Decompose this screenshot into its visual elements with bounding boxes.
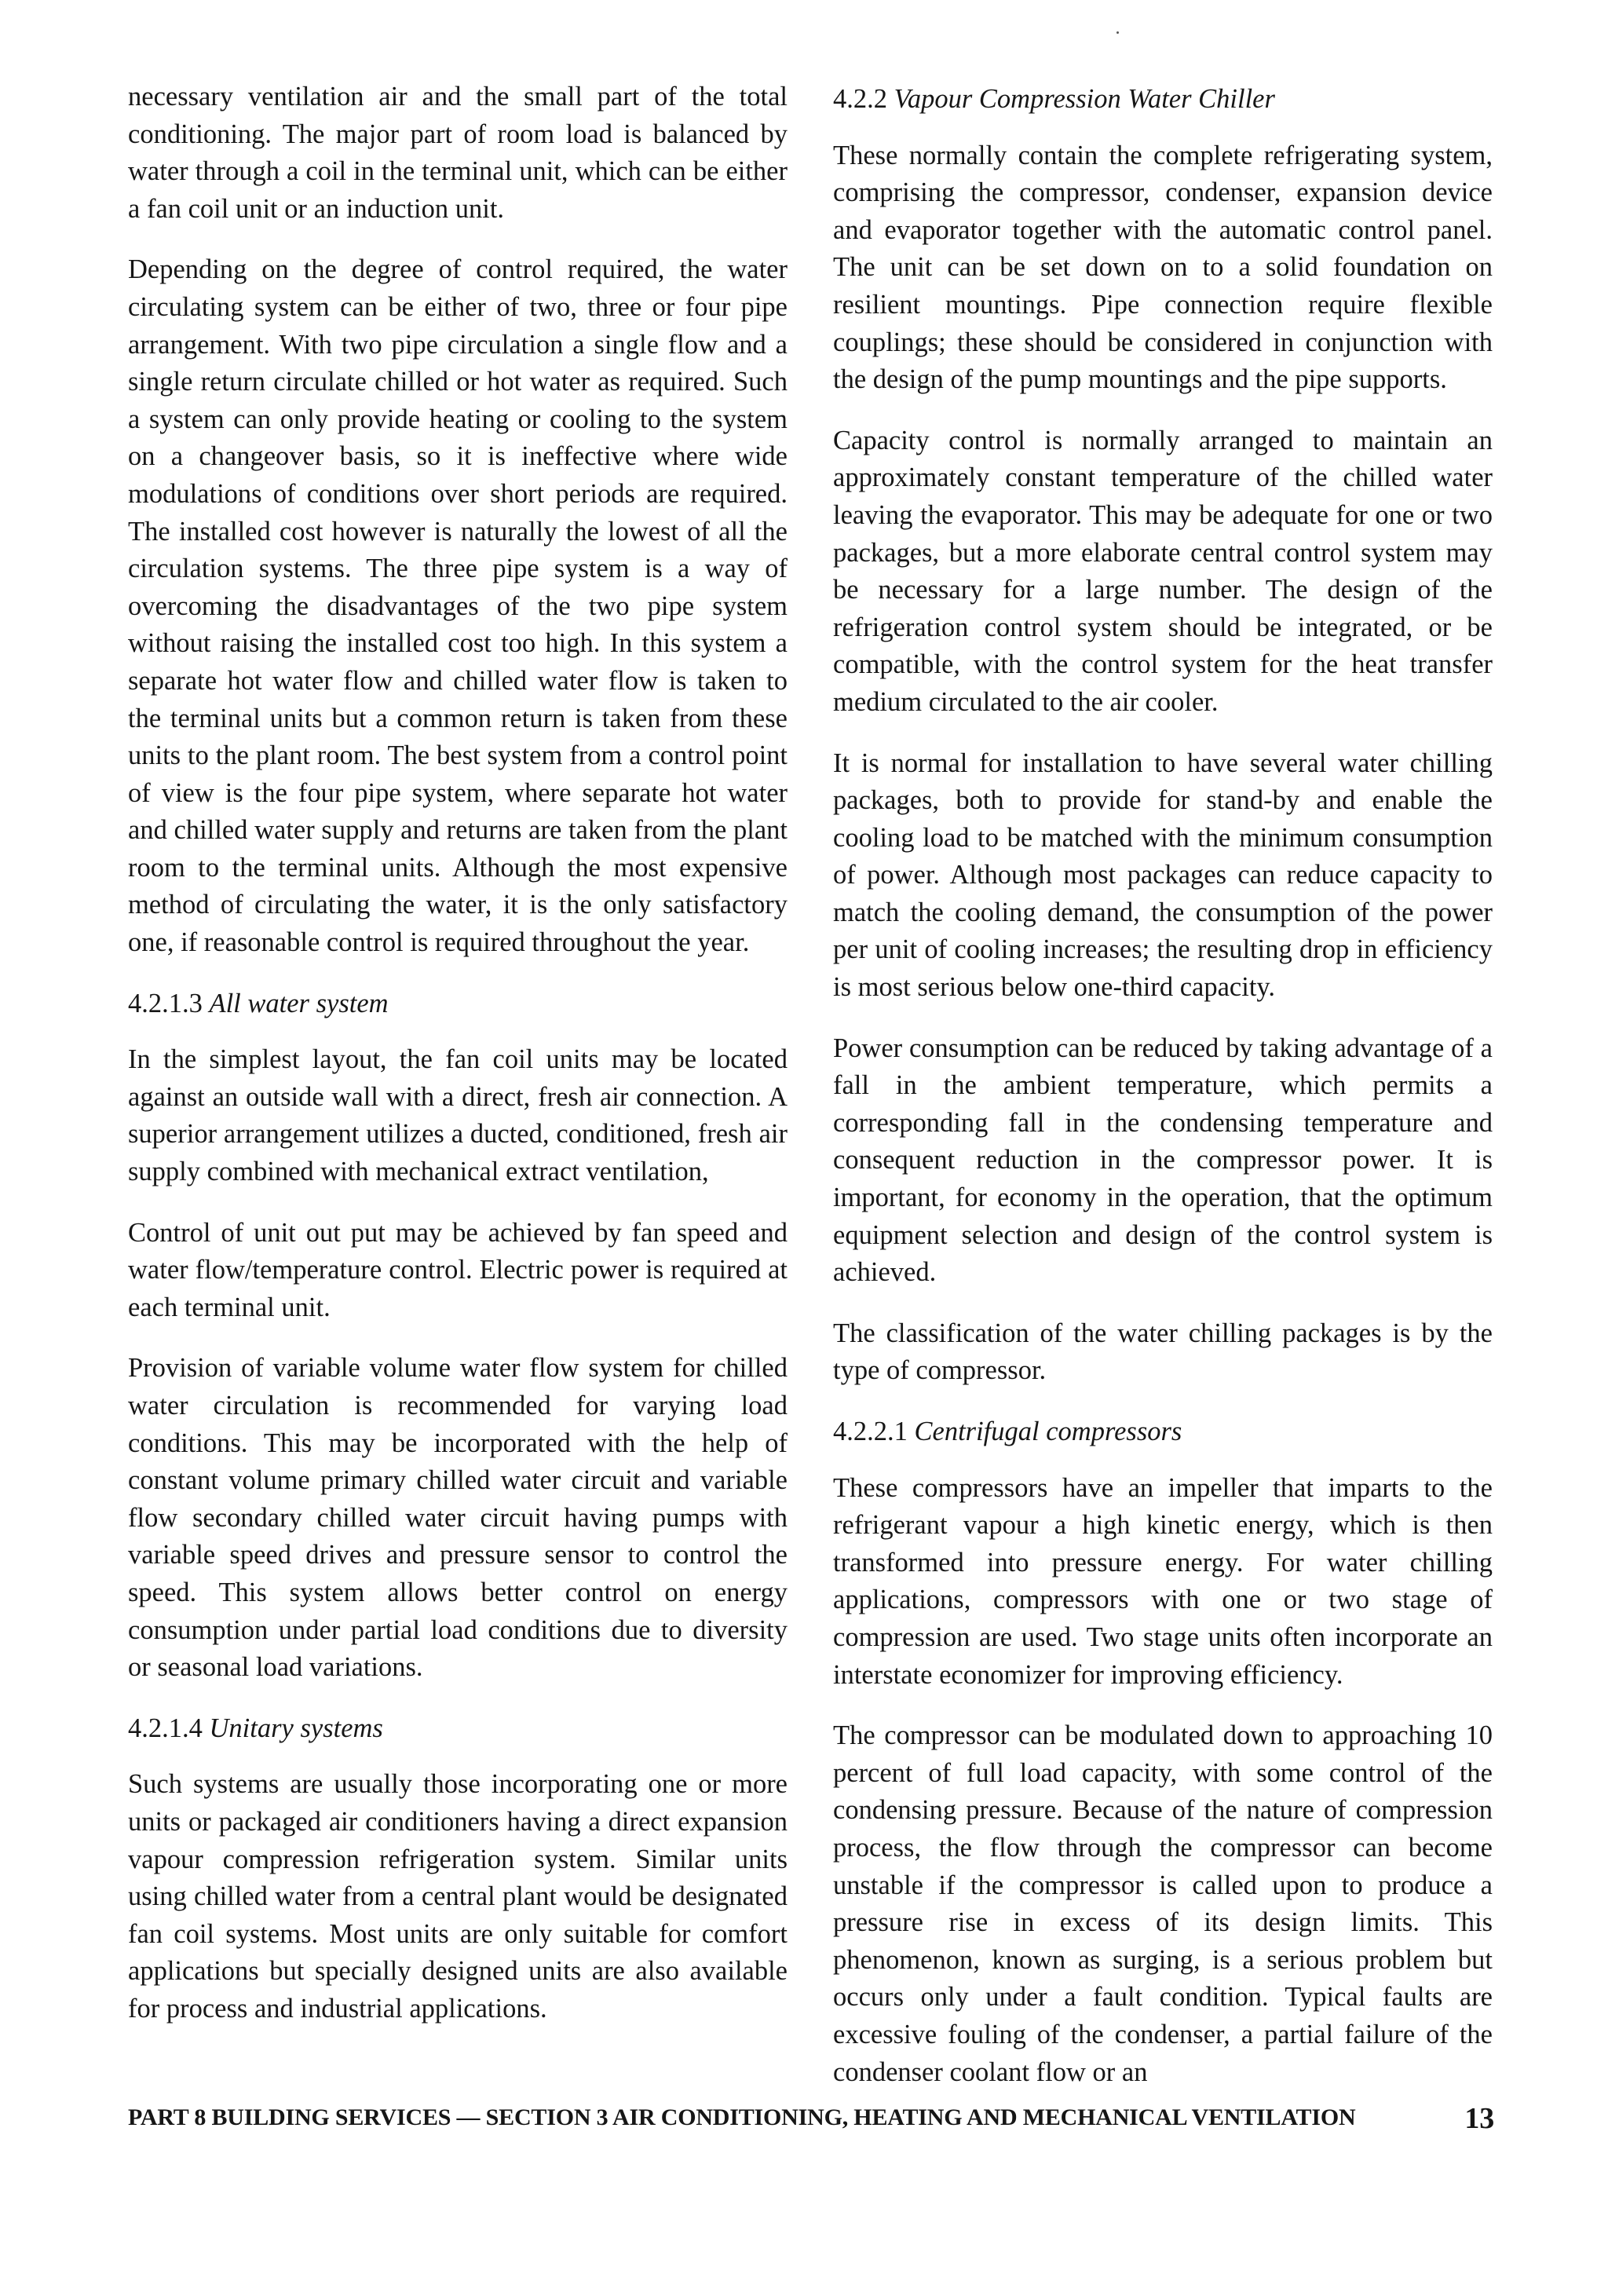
paragraph: Provision of variable volume water flow system for chilled water circulation is recommended for varying load conditions. This may be incorporated with the help of constant volume primary chilled water circuit and variable flow secondary chilled water circuit having pumps with variable speed drives and pressure sensor to control the speed. This system allows better control on energy consumption under partial load conditions due to diversity or seasonal load variations. [128,1353,788,1683]
paragraph: Capacity control is normally arranged to maintain an approximately constant temperature of the chilled water leaving the evaporator. This may be adequate for one or two packages, but a more elaborate central control system may be necessary for a large number. The design of the refrigeration control system should be integrated, or be compatible, with the control system for the heat transfer medium circulated to the air cooler. [833,425,1493,717]
page-number: 13 [1464,2102,1494,2135]
section-heading-4-2-2-1 [833,1413,1493,1451]
section-heading-4-2-1-4 [128,1710,788,1748]
paragraph: In the simplest layout, the fan coil units may be located against an outside wall with a direct, fresh air connection. A superior arrangement utilizes a ducted, conditioned, fresh air supply combined with mechanical extract ventilation, [128,1044,788,1187]
section-title: Vapour Compression Water Chiller [894,84,1275,114]
paragraph: The compressor can be modulated down to approaching 10 percent of full load capacity, with some control of the condensing pressure. Because of the nature of compression process, the flow through the compressor can become unstable if the compressor is called upon to produce a pressure rise in excess of its design limits. This phenomenon, known as surging, is a serious problem but occurs only under a fault condition. Typical faults are excessive fouling of the condenser, a partial failure of the condenser coolant flow or an [833,1720,1493,2087]
paragraph: Control of unit out put may be achieved by fan speed and water flow/temperature control. Electric power is required at each terminal unit. [128,1217,788,1322]
section-number: 4.2.2 [833,84,887,114]
section-title: Centrifugal compressors [914,1417,1182,1446]
section-heading-4-2-1-3 [128,985,788,1023]
scan-speck [1116,31,1119,34]
paragraph: necessary ventilation air and the small part of the total conditioning. The major part of room load is balanced by water through a coil in the terminal unit, which can be either a fan coil unit or an induction unit. [128,82,788,224]
paragraph: These normally contain the complete refrigerating system, comprising the compressor, condenser, expansion device and evaporator together with the automatic control panel. The unit can be set down on to a solid foundation on resilient mountings. Pipe connection require flexible couplings; these should be considered in conjunction with the design of the pump mountings and the pipe supports. [833,140,1493,395]
page-footer [128,2104,1494,2145]
section-title: All water system [209,988,389,1018]
section-number: 4.2.2.1 [833,1417,908,1446]
section-heading-4-2-2 [833,81,1493,119]
right-column [833,81,1493,2115]
paragraph: Power consumption can be reduced by taking advantage of a fall in the ambient temperature, which permits a corresponding fall in the condensing temperature and consequent reduction in the compressor power. It is important, for economy in the operation, that the optimum equipment selection and design of the control system is achieved. [833,1033,1493,1288]
paragraph: Such systems are usually those incorporating one or more units or packaged air conditioners having a direct expansion vapour compression refrigeration system. Similar units using chilled water from a central plant would be designated fan coil systems. Most units are only suitable for comfort applications but specially designed units are also available for process and industrial applications. [128,1769,788,2024]
left-column [128,79,788,2052]
section-number: 4.2.1.3 [128,988,203,1018]
paragraph: It is normal for installation to have several water chilling packages, both to provide for stand-by and enable the cooling load to be matched with the minimum consumption of power. Although most packages can reduce capacity to match the cooling demand, the consumption of the power per unit of cooling increases; the resulting drop in efficiency is most serious below one-third capacity. [833,748,1493,1003]
section-title: Unitary systems [209,1713,383,1743]
paragraph: The classification of the water chilling packages is by the type of compressor. [833,1318,1493,1386]
paragraph: Depending on the degree of control required, the water circulating system can be either of two, three or four pipe arrangement. With two pipe circulation a single flow and a single return circulate chilled or hot water as required. Such a system can only provide heating or cooling to the system on a changeover basis, so it is ineffective where wide modulations of conditions over short periods are required. The installed cost however is naturally the lowest of all the circulation systems. The three pipe system is a way of overcoming the disadvantages of the two pipe system without raising the installed cost too high. In this system a separate hot water flow and chilled water flow is taken to the terminal units but a common return is taken from these units to the plant room. The best system from a control point of view is the four pipe system, where separate hot water and chilled water supply and returns are taken from the plant room to the terminal units. Although the most expensive method of circulating the water, it is the only satisfactory one, if reasonable control is required throughout the year. [128,254,788,958]
paragraph: These compressors have an impeller that imparts to the refrigerant vapour a high kinetic energy, which is then transformed into pressure energy. For water chilling applications, compressors with one or two stage of compression are used. Two stage units often incorporate an interstate economizer for improving efficiency. [833,1472,1493,1690]
running-title: PART 8 BUILDING SERVICES — SECTION 3 AIR CONDITIONING, HEATING AND MECHANICAL VENTILATION [128,2104,1356,2130]
section-number: 4.2.1.4 [128,1713,203,1743]
